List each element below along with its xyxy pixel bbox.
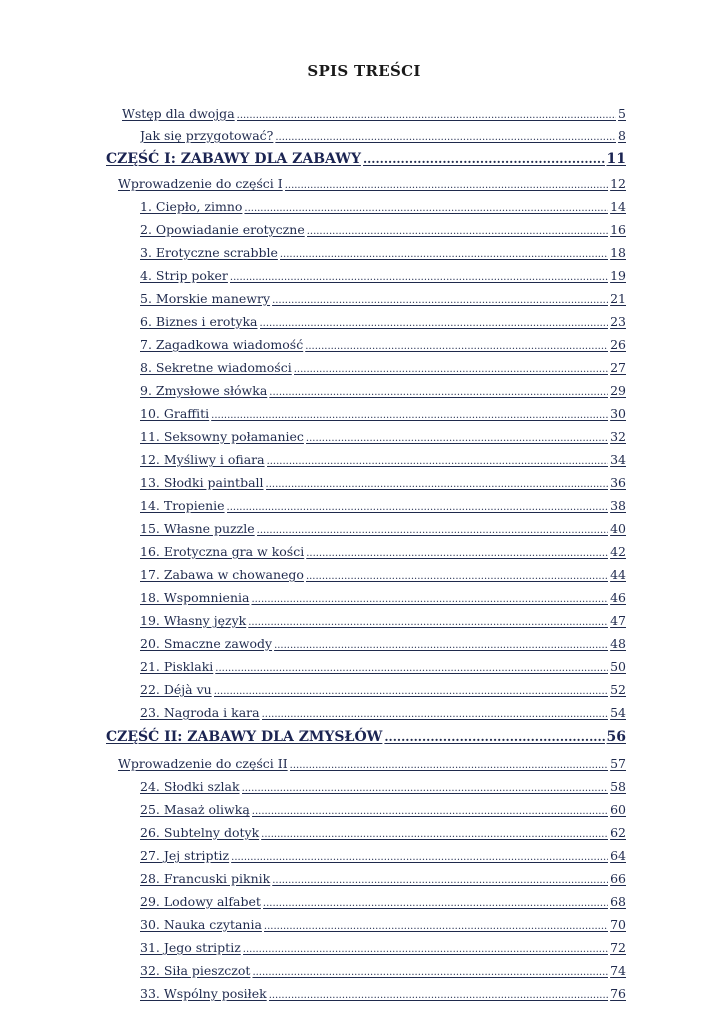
toc-title: SPIS TREŚCI	[307, 62, 421, 80]
toc-entry[interactable]	[140, 519, 626, 538]
toc-leader-dots	[243, 940, 608, 957]
toc-entry-label: 27. Jej striptiz	[140, 848, 230, 863]
toc-entry-page-number: 58	[610, 779, 626, 794]
toc-entry[interactable]	[140, 634, 626, 653]
toc-entry-label: 3. Erotyczne scrabble	[140, 245, 278, 260]
toc-entry-page-number: 40	[610, 521, 626, 536]
toc-leader-dots	[307, 222, 608, 239]
toc-entry[interactable]	[140, 381, 626, 400]
toc-entry-label: 7. Zagadkowa wiadomość	[140, 337, 304, 352]
toc-entry-label: 31. Jego striptiz	[140, 940, 241, 955]
toc-entry[interactable]	[140, 565, 626, 584]
toc-leader-dots	[290, 756, 608, 773]
toc-leader-dots	[251, 590, 608, 607]
toc-entry-label: 11. Seksowny połamaniec	[140, 429, 304, 444]
toc-entry-label: 15. Własne puzzle	[140, 521, 255, 536]
toc-leader-dots	[262, 705, 608, 722]
toc-leader-dots	[294, 360, 608, 377]
toc-leader-dots	[257, 521, 608, 538]
toc-entry-label: 33. Wspólny posiłek	[140, 986, 267, 1001]
toc-leader-dots	[244, 199, 608, 216]
toc-entry-label: 13. Słodki paintball	[140, 475, 264, 490]
toc-leader-dots	[272, 871, 608, 888]
toc-entry-page-number: 32	[610, 429, 626, 444]
toc-entry-page-number: 19	[610, 268, 626, 283]
toc-entry[interactable]	[106, 726, 626, 748]
toc-entry[interactable]	[140, 450, 626, 469]
toc-entry-page-number: 42	[610, 544, 626, 559]
toc-entry-label: 9. Zmysłowe słówka	[140, 383, 268, 398]
toc-leader-dots	[248, 613, 608, 630]
toc-entry-page-number: 48	[610, 636, 626, 651]
toc-leader-dots	[237, 106, 616, 123]
toc-entry-label: 8. Sekretne wiadomości	[140, 360, 292, 375]
toc-entry-page-number: 52	[610, 682, 626, 697]
toc-entry-page-number: 23	[610, 314, 626, 329]
toc-entry-page-number: 27	[610, 360, 626, 375]
toc-leader-dots	[263, 894, 608, 911]
toc-entry[interactable]	[140, 846, 626, 865]
toc-entry[interactable]	[140, 892, 626, 911]
toc-entry-label: 10. Graffiti	[140, 406, 210, 421]
toc-entry[interactable]	[140, 823, 626, 842]
toc-leader-dots	[269, 383, 608, 400]
toc-entry[interactable]	[140, 984, 626, 1003]
toc-entry[interactable]	[140, 777, 626, 796]
toc-entry-label: 24. Słodki szlak	[140, 779, 240, 794]
toc-entry-label: 17. Zabawa w chowanego	[140, 567, 304, 582]
toc-leader-dots	[306, 429, 608, 446]
toc-entry-page-number: 64	[610, 848, 626, 863]
toc-entry[interactable]	[140, 197, 626, 216]
toc-entry-page-number: 38	[610, 498, 626, 513]
toc-entry[interactable]	[140, 220, 626, 239]
toc-entry[interactable]	[140, 915, 626, 934]
toc-entry-page-number: 12	[610, 176, 626, 191]
toc-entry-label: 6. Biznes i erotyka	[140, 314, 258, 329]
toc-entry-label: 21. Pisklaki	[140, 659, 214, 674]
toc-entry[interactable]	[140, 961, 626, 980]
toc-entry-page-number: 14	[610, 199, 626, 214]
toc-leader-dots	[264, 917, 608, 934]
toc-leader-dots	[231, 848, 608, 865]
toc-entry[interactable]	[140, 611, 626, 630]
toc-entry[interactable]	[140, 266, 626, 285]
toc-entry[interactable]	[140, 542, 626, 561]
toc-entry-label: 32. Siła pieszczot	[140, 963, 251, 978]
toc-entry[interactable]	[140, 680, 626, 699]
toc-entry-page-number: 29	[610, 383, 626, 398]
toc-leader-dots	[269, 986, 608, 1003]
toc-leader-dots	[280, 245, 608, 262]
toc-entry[interactable]	[140, 703, 626, 722]
toc-leader-dots	[252, 802, 608, 819]
toc-leader-dots	[242, 779, 609, 796]
toc-entry-label: 5. Morskie manewry	[140, 291, 271, 306]
toc-entry[interactable]	[118, 754, 626, 773]
toc-leader-dots	[211, 406, 608, 423]
toc-leader-dots	[261, 825, 608, 842]
toc-leader-dots	[227, 498, 609, 515]
toc-leader-dots	[285, 176, 608, 193]
toc-entry-page-number: 54	[610, 705, 626, 720]
toc-entry[interactable]	[140, 869, 626, 888]
toc-entry-page-number: 56	[606, 729, 626, 745]
toc-entry[interactable]	[122, 104, 626, 123]
toc-entry-label: 28. Francuski piknik	[140, 871, 271, 886]
toc-entry-page-number: 36	[610, 475, 626, 490]
toc-entry-page-number: 68	[610, 894, 626, 909]
toc-entry-label: CZĘŚĆ II: ZABAWY DLA ZMYSŁÓW	[106, 729, 383, 745]
toc-entry[interactable]	[140, 312, 626, 331]
toc-leader-dots	[275, 128, 616, 145]
toc-entry-page-number: 34	[610, 452, 626, 467]
toc-entry-page-number: 66	[610, 871, 626, 886]
toc-entry[interactable]	[140, 243, 626, 262]
toc-entry-label: Wprowadzenie do części I	[118, 176, 283, 191]
toc-entry-page-number: 18	[610, 245, 626, 260]
toc-entry-page-number: 44	[610, 567, 626, 582]
toc-entry-page-number: 26	[610, 337, 626, 352]
toc-entry-label: CZĘŚĆ I: ZABAWY DLA ZABAWY	[106, 151, 361, 167]
toc-entry-page-number: 30	[610, 406, 626, 421]
toc-entry[interactable]	[140, 496, 626, 515]
toc-entry-label: 12. Myśliwy i ofiara	[140, 452, 265, 467]
toc-leader-dots	[274, 636, 608, 653]
toc-leader-dots	[306, 544, 608, 561]
toc-entry-label: 26. Subtelny dotyk	[140, 825, 260, 840]
toc-entry[interactable]	[140, 473, 626, 492]
toc-leader-dots	[384, 726, 604, 748]
toc-entry-page-number: 5	[618, 106, 626, 121]
toc-entry-page-number: 74	[610, 963, 626, 978]
toc-entry-page-number: 62	[610, 825, 626, 840]
toc-leader-dots	[363, 148, 605, 170]
toc-leader-dots	[215, 659, 608, 676]
toc-entry-page-number: 76	[610, 986, 626, 1001]
toc-entry[interactable]	[140, 335, 626, 354]
toc-entry-page-number: 70	[610, 917, 626, 932]
toc-entry-label: Wstęp dla dwojga	[122, 106, 235, 121]
toc-leader-dots	[305, 337, 608, 354]
toc-leader-dots	[230, 268, 608, 285]
toc-entry-label: 16. Erotyczna gra w kości	[140, 544, 305, 559]
toc-entry-label: 14. Tropienie	[140, 498, 225, 513]
toc-leader-dots	[214, 682, 608, 699]
toc-entry-page-number: 57	[610, 756, 626, 771]
toc-entry-label: 4. Strip poker	[140, 268, 228, 283]
toc-entry-label: 18. Wspomnienia	[140, 590, 250, 605]
toc-entry-page-number: 11	[606, 151, 626, 167]
toc-entry[interactable]	[140, 126, 626, 145]
toc-entry-label: Wprowadzenie do części II	[118, 756, 288, 771]
toc-entry-label: 22. Déjà vu	[140, 682, 212, 697]
toc-entry-label: Jak się przygotować?	[140, 128, 274, 143]
toc-entry-label: 25. Masaż oliwką	[140, 802, 250, 817]
toc-entry-page-number: 8	[618, 128, 626, 143]
toc-entry-label: 19. Własny język	[140, 613, 247, 628]
toc-leader-dots	[306, 567, 608, 584]
toc-entry-label: 20. Smaczne zawody	[140, 636, 273, 651]
toc-leader-dots	[272, 291, 608, 308]
toc-entry[interactable]	[118, 174, 626, 193]
toc-entry-label: 1. Ciepło, zimno	[140, 199, 243, 214]
toc-entry-label: 30. Nauka czytania	[140, 917, 262, 932]
toc-leader-dots	[260, 314, 609, 331]
toc-entry-page-number: 47	[610, 613, 626, 628]
toc-entry-page-number: 21	[610, 291, 626, 306]
toc-entry[interactable]	[140, 588, 626, 607]
toc-entry-label: 23. Nagroda i kara	[140, 705, 260, 720]
toc-leader-dots	[267, 452, 609, 469]
toc-entry[interactable]	[140, 289, 626, 308]
toc-entry[interactable]	[140, 404, 626, 423]
toc-entry-label: 2. Opowiadanie erotyczne	[140, 222, 305, 237]
toc-entry[interactable]	[140, 800, 626, 819]
toc-entry[interactable]	[140, 938, 626, 957]
toc-entry[interactable]	[140, 358, 626, 377]
toc-leader-dots	[252, 963, 608, 980]
toc-entry-page-number: 46	[610, 590, 626, 605]
toc-entry-page-number: 16	[610, 222, 626, 237]
toc-entry-page-number: 60	[610, 802, 626, 817]
toc-entry-page-number: 72	[610, 940, 626, 955]
toc-entry-label: 29. Lodowy alfabet	[140, 894, 261, 909]
toc-leader-dots	[266, 475, 609, 492]
toc-entry-page-number: 50	[610, 659, 626, 674]
toc-entry[interactable]	[106, 148, 626, 170]
toc-entry[interactable]	[140, 657, 626, 676]
toc-entry[interactable]	[140, 427, 626, 446]
